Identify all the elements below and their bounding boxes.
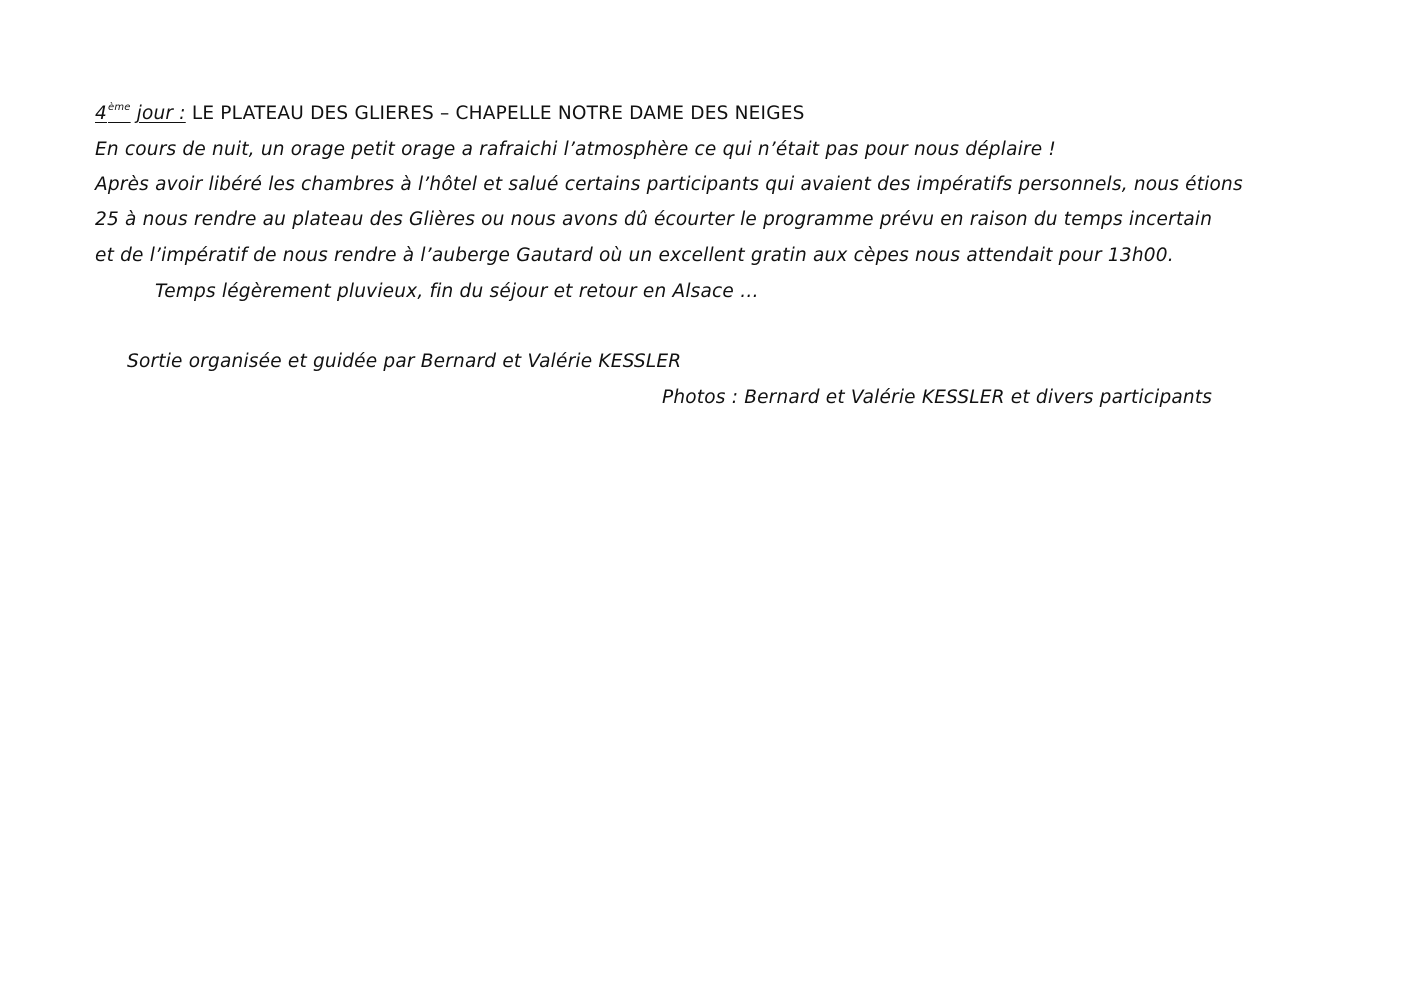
- day-number: 4: [95, 103, 107, 124]
- organizers-credit: Sortie organisée et guidée par Bernard et Valérie KESSLER: [127, 351, 682, 372]
- body-line: 25 à nous rendre au plateau des Glières ou nous avons dû écourter le programme prévu en raison du temps incertain: [95, 209, 1213, 230]
- day-label: [95, 103, 186, 124]
- day-heading: [95, 102, 805, 129]
- day-suffix: ème: [107, 102, 131, 113]
- day-title: LE PLATEAU DES GLIERES – CHAPELLE NOTRE DAME DES NEIGES: [185, 103, 805, 124]
- body-line: Temps légèrement pluvieux, fin du séjour et retour en Alsace …: [155, 281, 759, 302]
- body-line: et de l’impératif de nous rendre à l’auberge Gautard où un excellent gratin aux cèpes nous attendait pour 13h00.: [95, 245, 1174, 266]
- body-line: En cours de nuit, un orage petit orage a rafraichi l’atmosphère ce qui n’était pas pour nous déplaire !: [95, 139, 1057, 160]
- day-word: jour :: [136, 103, 186, 124]
- photos-credit: Photos : Bernard et Valérie KESSLER et divers participants: [662, 387, 1213, 408]
- body-line: Après avoir libéré les chambres à l’hôtel et salué certains participants qui avaient des impératifs personnels, nous étions: [95, 174, 1243, 195]
